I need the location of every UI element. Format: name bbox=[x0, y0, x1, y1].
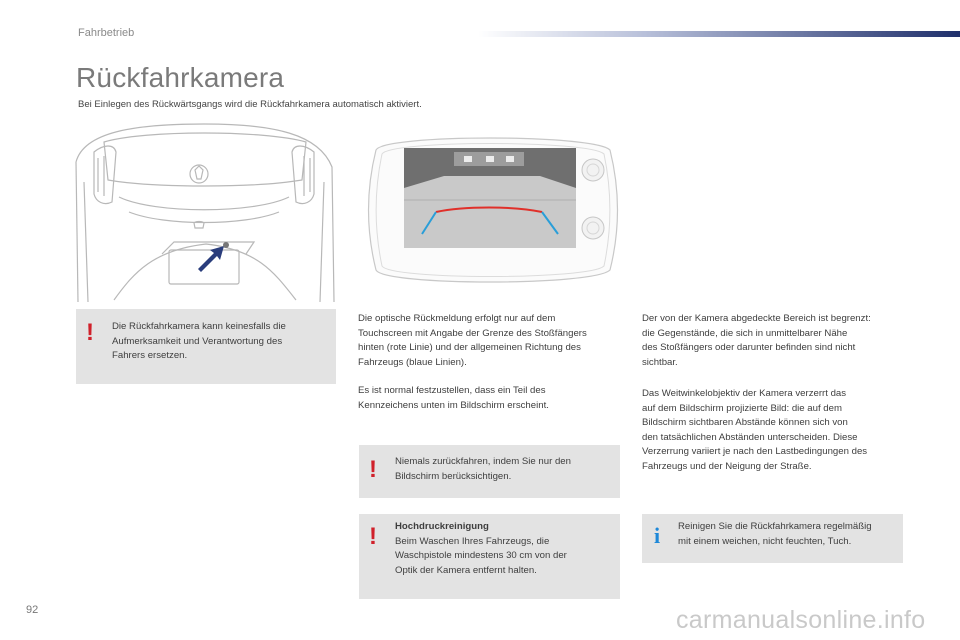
feedback-paragraph bbox=[358, 312, 620, 370]
license-plate-paragraph bbox=[358, 384, 620, 413]
text-line: des Stoßfängers oder darunter befinden sind nicht bbox=[642, 342, 856, 354]
warning-line: Aufmerksamkeit und Verantwortung des bbox=[112, 335, 283, 347]
warning-line: Beim Waschen Ihres Fahrzeugs, die bbox=[395, 535, 550, 547]
warning-line: Waschpistole mindestens 30 cm von der bbox=[395, 550, 567, 562]
text-line: den tatsächlichen Abständen unterscheiden. Diese bbox=[642, 431, 858, 443]
warning-line: Optik der Kamera entfernt halten. bbox=[395, 564, 537, 576]
text-line: Kennzeichens unten im Bildschirm erscheint. bbox=[358, 399, 549, 411]
info-line: Reinigen Sie die Rückfahrkamera regelmäßig bbox=[678, 521, 872, 532]
car-rear-illustration bbox=[74, 122, 336, 302]
touchscreen-illustration bbox=[364, 130, 622, 290]
text-line: hinten (rote Linie) und der allgemeinen Richtung des bbox=[358, 342, 581, 354]
text-line: Fahrzeugs und der Neigung der Straße. bbox=[642, 460, 812, 472]
watermark: carmanualsonline.info bbox=[676, 606, 926, 634]
exclamation-icon: ! bbox=[369, 456, 377, 483]
warning-line: Bildschirm berücksichtigen. bbox=[395, 470, 512, 482]
warning-box-screen-only bbox=[359, 445, 620, 498]
coverage-paragraph bbox=[642, 312, 912, 370]
text-line: die Gegenstände, die sich in unmittelbarer Nähe bbox=[642, 327, 848, 339]
info-box-cleaning bbox=[642, 514, 903, 563]
distortion-paragraph bbox=[642, 387, 912, 475]
text-line: Das Weitwinkelobjektiv der Kamera verzerrt das bbox=[642, 388, 847, 399]
exclamation-icon: ! bbox=[369, 523, 377, 550]
intro-text: Bei Einlegen des Rückwärtsgangs wird die Rückfahrkamera automatisch aktiviert. bbox=[78, 99, 422, 110]
warning-line: Niemals zurückfahren, indem Sie nur den bbox=[395, 456, 571, 467]
page-title: Rückfahrkamera bbox=[76, 62, 285, 93]
text-line: Touchscreen mit Angabe der Grenze des Stoßfängers bbox=[358, 327, 587, 339]
warning-line: Die Rückfahrkamera kann keinesfalls die bbox=[112, 321, 286, 332]
text-line: Die optische Rückmeldung erfolgt nur auf dem bbox=[358, 313, 556, 324]
section-header: Fahrbetrieb bbox=[78, 27, 135, 39]
text-line: Bildschirm sichtbaren Abstände können sich von bbox=[642, 417, 848, 429]
warning-line: Fahrers ersetzen. bbox=[112, 350, 188, 362]
text-line: sichtbar. bbox=[642, 356, 678, 368]
text-line: auf dem Bildschirm projizierte Bild: die auf dem bbox=[642, 402, 842, 414]
text-line: Verzerrung variiert je nach den Lastbedingungen des bbox=[642, 446, 868, 458]
warning-heading: Hochdruckreinigung bbox=[395, 521, 489, 532]
warning-box-driver-responsibility bbox=[76, 309, 336, 384]
page-number: 92 bbox=[26, 604, 39, 616]
text-line: Es ist normal festzustellen, dass ein Teil des bbox=[358, 385, 546, 396]
warning-box-high-pressure bbox=[359, 514, 620, 599]
camera-arrow-icon bbox=[198, 242, 229, 272]
info-line: mit einem weichen, nicht feuchten, Tuch. bbox=[678, 535, 852, 547]
text-line: Der von der Kamera abgedeckte Bereich ist begrenzt: bbox=[642, 313, 871, 324]
text-line: Fahrzeugs (blaue Linien). bbox=[358, 356, 467, 368]
header-rule bbox=[478, 31, 960, 37]
exclamation-icon: ! bbox=[86, 319, 94, 346]
info-icon: i bbox=[654, 523, 661, 548]
